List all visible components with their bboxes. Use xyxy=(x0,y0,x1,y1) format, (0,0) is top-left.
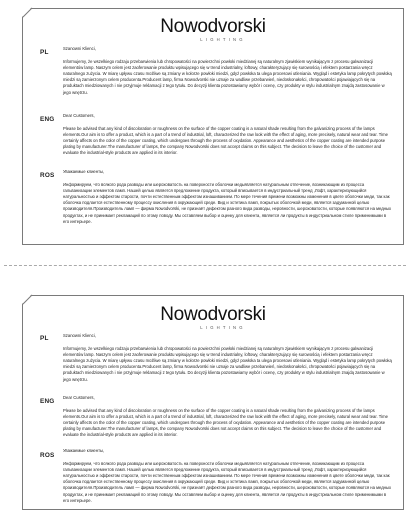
greeting: Szanowni Klienci, xyxy=(63,46,96,51)
brand-logo-subline: LIGHTING xyxy=(200,325,246,330)
language-code: PL xyxy=(40,49,49,56)
brand-logo-wordmark: Nowodvorski xyxy=(160,16,266,37)
brand-logo-wordmark: Nowodvorski xyxy=(160,304,266,325)
leaflet-card-bottom xyxy=(22,295,404,510)
body-text: Please be advised that any kind of discoloration or roughness on the surface of the copper coating is a natural shade resulting from the galvanizing process of the lamps elements.Our aim is to offer a product, which is a part of a trend of industrial, loft, characterized the raw look with the effect of aging, more precisely, natural wear and tear. Time certainly affects on the color of the copper coating, which undergoes through the process of oxydation. Appearance and aesthetics of the copper coating are intended purpose plating by manufacturer.The manufacturer of lamps, the company Nowodvorski does not accept claims on this subject. The decision to leave the choice of the customer and evaluate the industrial-style products are applied in its interior. xyxy=(63,408,388,438)
section-content xyxy=(63,395,393,439)
brand-logo xyxy=(23,305,403,331)
section-content xyxy=(63,333,393,383)
brand-logo-subline: LIGHTING xyxy=(200,37,246,42)
greeting: Dear Customers, xyxy=(63,395,95,400)
brand-logo xyxy=(23,17,403,43)
greeting: Уважаемые клиенты, xyxy=(63,448,105,453)
language-code: ROS xyxy=(40,172,55,179)
section-content xyxy=(63,113,393,157)
language-code: PL xyxy=(40,335,49,342)
body-text: Informujemy, że wszelkiego rodzaju przebarwienia lub chropowatości na powierzchni powłoki miedzianej są naturalnym zjawiskiem wynikającym z procesu galwanizacji elementów lamp. Naszym celem jest zaoferowanie produktu wpisującego się w trend industrialny, loftowy, charakteryzujący się surowością i efektem postarzania wręcz naturalnego zużycia. W miarę upływu czasu możliwe są zmiany w kolorze powłoki miedzi, gdyż powłoka ta ulega procesowi utleniania. Wygląd i estetyka lamp pokrytych powłoką miedzi są zamierzonym celem producenta.Producent lamp, firma Nowodvorski nie uznaje za wadliwe przebarwień, niedoskonałości, chropowatości pojawiających się na produktach miedziowanych i nie przyjmuje reklamacji z tego tytułu. Do decyzji klienta pozostawiamy wybór i ocenę, czy produkty w stylu industrialnym znajdą zastosowanie w jego wnętrzu. xyxy=(63,59,392,95)
section-content xyxy=(63,448,393,504)
section-content xyxy=(63,169,393,225)
greeting: Уважаемые клиенты, xyxy=(63,169,105,174)
language-code: ROS xyxy=(40,452,55,459)
body-text: Информируем, что всякого рода разводы или шероховатость на поверхности оболочки медьявляется натуральным отпечение, возникающим из процесса гальванизации элементов ламп. Нашей целью является предложение продукта, который вписывается в индустриальный тренд ,Лофт, характеризующийся натуральностью и эффектом старости, почти естественным эффектом изнашиванием. По мере течения времени возможны изменения в цвете оболочки меди, так как оболочка подлается естественному процессу окисления в окружающей среде. Вид и эстетика ламп, покрытых оболочкой меди, является задуманной целью производителя.Производитель ламп — фирма Nowodvorski, не признаёт дефектом разного вида разводы, неровности, шероховатости, которые появляются на медных продуктах, и не принимает рекламаций по этому поводу. Мы оставляем выбор и оценку для клиента, является ли продукты в индустриальном стиле применимыми в его интерьере. xyxy=(63,461,392,503)
greeting: Szanowni Klienci, xyxy=(63,333,96,338)
section-content xyxy=(63,46,393,96)
language-code: ENG xyxy=(40,398,55,405)
body-text: Информируем, что всякого рода разводы или шероховатость на поверхности оболочки медьявляется натуральным отпечение, возникающим из процесса гальванизации элементов ламп. Нашей целью является предложение продукта, который вписывается в индустриальный тренд ,Лофт, характеризующийся натуральностью и эффектом старости, почти естественным эффектом изнашиванием. По мере течения времени возможны изменения в цвете оболочки меди, так как оболочка подлается естественному процессу окисления в окружающей среде. Вид и эстетика ламп, покрытых оболочкой меди, является задуманной целью производителя.Производитель ламп — фирма Nowodvorski, не признаёт дефектом разного вида разводы, неровности, шероховатости, которые появляются на медных продуктах, и не принимает рекламаций по этому поводу. Мы оставляем выбор и оценку для клиента, является ли продукты в индустриальном стиле применимыми в его интерьере. xyxy=(63,182,392,224)
body-text: Informujemy, że wszelkiego rodzaju przebarwienia lub chropowatości na powierzchni powłoki miedzianej są naturalnym zjawiskiem wynikającym z procesu galwanizacji elementów lamp. Naszym celem jest zaoferowanie produktu wpisującego się w trend industrialny, loftowy, charakteryzujący się surowością i efektem postarzania wręcz naturalnego zużycia. W miarę upływu czasu możliwe są zmiany w kolorze powłoki miedzi, gdyż powłoka ta ulega procesowi utleniania. Wygląd i estetyka lamp pokrytych powłoką miedzi są zamierzonym celem producenta.Producent lamp, firma Nowodvorski nie uznaje za wadliwe przebarwień, niedoskonałości, chropowatości pojawiających się na produktach miedziowanych i nie przyjmuje reklamacji z tego tytułu. Do decyzji klienta pozostawiamy wybór i ocenę, czy produkty w stylu industrialnym znajdą zastosowanie w jego wnętrzu. xyxy=(63,346,392,382)
greeting: Dear Customers, xyxy=(63,113,95,118)
language-code: ENG xyxy=(40,116,55,123)
leaflet-card-top xyxy=(22,8,404,245)
cut-line-divider xyxy=(4,265,406,266)
body-text: Please be advised that any kind of discoloration or roughness on the surface of the copper coating is a natural shade resulting from the galvanizing process of the lamps elements.Our aim is to offer a product, which is a part of a trend of industrial, loft, characterized the raw look with the effect of aging, more precisely, natural wear and tear. Time certainly affects on the color of the copper coating, which undergoes through the process of oxydation. Appearance and aesthetics of the copper coating are intended purpose plating by manufacturer.The manufacturer of lamps, the company Nowodvorski does not accept claims on this subject. The decision to leave the choice of the customer and evaluate the industrial-style products are applied in its interior. xyxy=(63,126,388,156)
